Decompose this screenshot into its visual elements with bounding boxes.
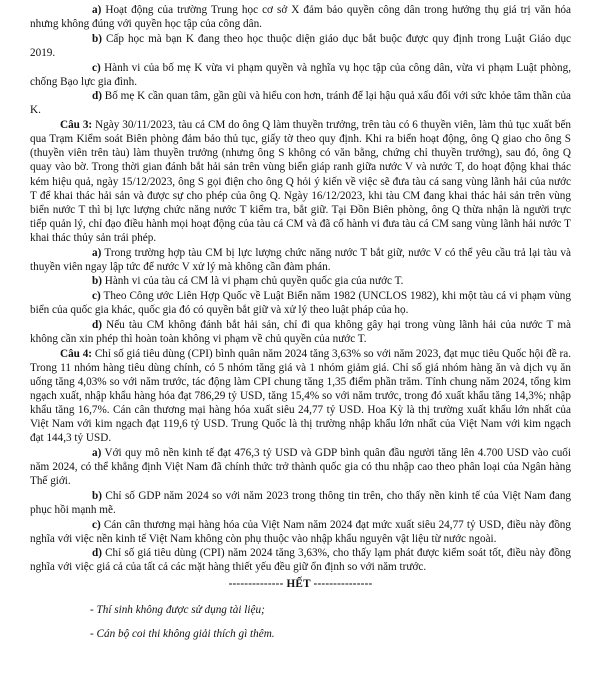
item-label: a)	[92, 446, 102, 459]
item-label: a)	[92, 4, 102, 16]
q2-item-b	[0, 32, 601, 60]
item-label: d)	[92, 318, 102, 331]
item-text: Cán cân thương mại hàng hóa của Việt Nam năm 2024 đạt mức xuất siêu 24,77 tỷ USD, điều này đồng nghĩa với việc nền kinh tế Việt Nam không còn phụ thuộc vào nhập khẩu nguyên vật liệu từ nước ngoài.	[30, 518, 571, 545]
item-text: Trong trường hợp tàu CM bị lực lượng chức năng nước T bắt giữ, nước V có thể yêu cầu trả lại tàu và thuyền viên ngay lập tức để nước V xử lý mà không cần đàm phán.	[30, 246, 571, 273]
item-text: Chỉ số giá tiêu dùng (CPI) năm 2024 tăng 3,63%, cho thấy lạm phát được kiểm soát tốt, điều này đồng nghĩa với việc giá cả của tất cả các mặt hàng thiết yếu đều giữ ổn định so với năm trước.	[30, 547, 571, 574]
q4-stem	[0, 347, 601, 446]
question-text: Ngày 30/11/2023, tàu cá CM do ông Q làm thuyền trưởng, trên tàu có 6 thuyền viên, làm thủ tục xuất bến qua Trạm Kiểm soát Biên phòng đảm bảo thủ tục, giấy tờ theo quy định. Khi ra biển hoạt động, ông Q giao cho ông S (thuyền viên trên tàu) làm thuyền trưởng (nhưng ông S không có văn bằng, chứng chỉ thuyền trưởng), sau đó, ông Q quay vào bờ. Trong thời gian đánh bắt hải sản trên vùng biển giáp ranh giữa nước V và nước T, do hoạt động khai thác kém hiệu quả, ngày 15/12/2023, ông S gọi điện cho ông Q hỏi ý kiến về việc sẽ đưa tàu cá sang vùng lãnh hải của nước T để khai thác hải sản và được sự cho phép của ông Q. Ngày 16/12/2023, khi tàu CM đang khai thác hải sản trên vùng biển nước T thì bị lực lượng chức năng nước T kiểm tra, bắt giữ. Tại Đồn Biên phòng, ông Q thừa nhận là người trực tiếp quản lý, chỉ đạo điều hành mọi hoạt động của tàu cá CM và đã cố hành vi đưa tàu cá CM sang vùng lãnh hải nước T khai thác thủy sản trái phép.	[30, 119, 571, 244]
q3-stem	[0, 118, 601, 245]
q3-item-d	[0, 318, 601, 346]
item-label: a)	[92, 246, 102, 259]
item-label: c)	[92, 518, 101, 531]
q3-item-c	[0, 289, 601, 317]
q2-item-d	[0, 89, 601, 117]
exam-page	[0, 3, 601, 641]
end-marker: -------------- HẾT ---------------	[228, 578, 373, 591]
q4-item-b	[0, 489, 601, 517]
item-text: Với quy mô nền kinh tế đạt 476,3 tỷ USD và GDP bình quân đầu người tăng lên 4.700 USD vào cuối năm 2024, có thể khẳng định Việt Nam đã chính thức trở thành quốc gia có thu nhập cao theo phân loại của Ngân hàng Thế giới.	[30, 446, 571, 488]
item-label: c)	[92, 61, 101, 74]
question-4	[0, 347, 601, 575]
note-no-explanation: - Cán bộ coi thi không giải thích gì thêm.	[90, 627, 275, 640]
item-text: Hoạt động của trường Trung học cơ sở X đảm bảo quyền công dân trong hưởng thụ giá trị văn hóa nhưng không đúng với quyền học tập của công dân.	[30, 4, 571, 31]
item-label: b)	[92, 32, 102, 45]
item-text: Cấp học mà bạn K đang theo học thuộc diện giáo dục bắt buộc được quy định trong Luật Giáo dục 2019.	[30, 32, 572, 59]
question-label: Câu 3:	[60, 119, 93, 132]
item-label: b)	[92, 489, 102, 502]
question-text: Chỉ số giá tiêu dùng (CPI) bình quân năm 2024 tăng 3,63% so với năm 2023, đạt mục tiêu Quốc hội đề ra. Trong 11 nhóm hàng tiêu dùng chính, có 5 nhóm tăng giá và 1 nhóm giảm giá. Chỉ số giá nhóm hàng ăn và dịch vụ ăn uống tăng 4,03% so với năm trước, tác động làm CPI chung tăng 1,35 điểm phần trăm. Tính chung năm 2024, tổng kim ngạch xuất, nhập khẩu hàng hóa đạt 786,29 tỷ USD, tăng 15,4% so với năm trước, trong đó xuất khẩu tăng 14,3%; nhập khẩu tăng 16,7%. Cán cân thương mại hàng hóa xuất siêu 24,77 tỷ USD. Hoa Kỳ là thị trường xuất khẩu lớn nhất của Việt Nam với kim ngạch đạt 119,6 tỷ USD. Trung Quốc là thị trường nhập khẩu lớn nhất của Việt Nam với kim ngạch đạt 144,3 tỷ USD.	[30, 347, 572, 445]
q3-item-b	[0, 274, 601, 288]
item-text: Hành vi của tàu cá CM là vi phạm chủ quyền quốc gia của nước T.	[104, 275, 404, 288]
item-text: Chỉ số GDP năm 2024 so với năm 2023 trong thông tin trên, cho thấy nền kinh tế của Việt Nam đang phục hồi mạnh mẽ.	[30, 489, 572, 516]
item-label: c)	[92, 290, 101, 303]
item-label: d)	[92, 547, 102, 560]
question-3	[0, 118, 601, 346]
q3-item-a	[0, 246, 601, 274]
q2-item-a	[0, 3, 601, 31]
q4-item-a	[0, 446, 601, 488]
item-label: d)	[92, 90, 102, 103]
item-label: b)	[92, 275, 102, 288]
q4-item-c	[0, 518, 601, 546]
item-text: Nếu tàu CM không đánh bắt hải sản, chỉ đi qua không gây hại trong vùng lãnh hải của nước T mà không cần xin phép thì hoàn toàn không vi phạm về chủ quyền của nước T.	[30, 318, 572, 345]
item-text: Hành vi của bố mẹ K vừa vi phạm quyền và nghĩa vụ học tập của công dân, vừa vi phạm Luật phòng, chống Bạo lực gia đình.	[30, 61, 572, 88]
item-text: Theo Công ước Liên Hợp Quốc về Luật Biển năm 1982 (UNCLOS 1982), khi một tàu cá vi phạm vùng biển của quốc gia khác, quốc gia đó có quyền bắt giữ và xử lý theo luật pháp của họ.	[30, 290, 571, 317]
question-2-items	[0, 3, 601, 118]
q4-item-d	[0, 546, 601, 574]
note-no-documents: - Thí sinh không được sử dụng tài liệu;	[90, 603, 265, 616]
item-text: Bố mẹ K cần quan tâm, gần gũi và hiểu con hơn, tránh để lại hậu quả xấu đối với sức khỏe tâm thần của K.	[30, 90, 571, 117]
q2-item-c	[0, 61, 601, 89]
question-label: Câu 4:	[60, 347, 93, 360]
